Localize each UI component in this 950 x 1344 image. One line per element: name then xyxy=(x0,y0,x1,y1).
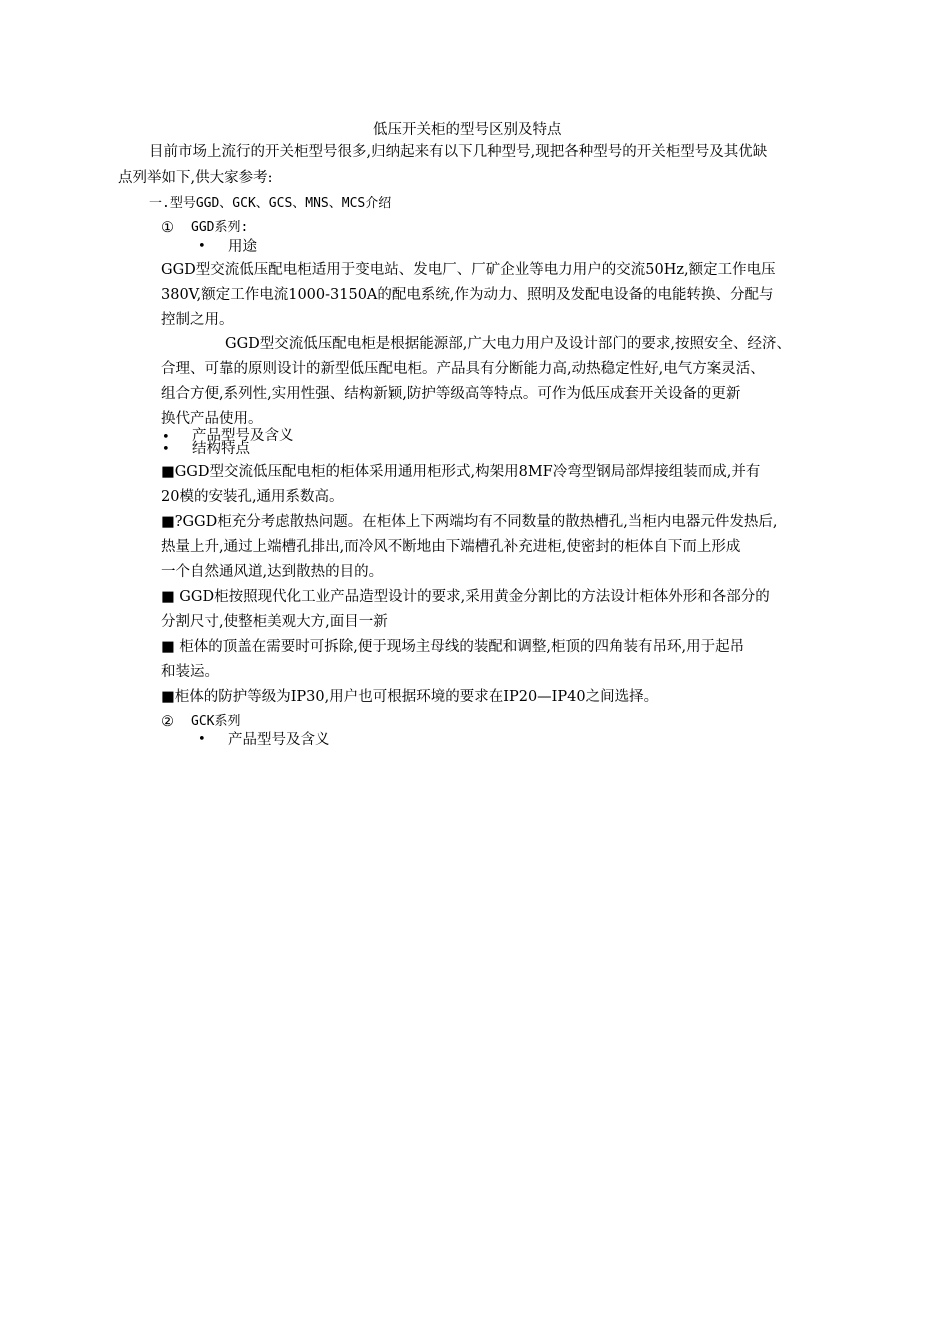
section-heading: 一.型号GGD、GCK、GCS、MNS、MCS介绍 xyxy=(149,196,392,211)
feature-1-line-2: 20模的安装孔,通用系数高。 xyxy=(161,489,344,505)
feature-1-line-1: ■GGD型交流低压配电柜的柜体采用通用柜形式,构架用8MF冷弯型钢局部焊接组装而成,并有 xyxy=(161,464,761,480)
document-title: 低压开关柜的型号区别及特点 xyxy=(373,122,562,138)
list-number-2: ② xyxy=(161,714,174,730)
bullet-structure: 结构特点 xyxy=(192,441,250,457)
bullet-icon: • xyxy=(162,442,170,457)
subsection-ggd: GGD系列: xyxy=(191,220,249,235)
feature-2-line-1: ■?GGD柜充分考虑散热问题。在柜体上下两端均有不同数量的散热槽孔,当柜内电器元件发热后, xyxy=(161,514,778,530)
feature-4-line-1: ■ 柜体的顶盖在需要时可拆除,便于现场主母线的装配和调整,柜顶的四角装有吊环,用于起吊 xyxy=(161,639,745,655)
bullet-usage: 用途 xyxy=(228,239,257,255)
intro-line-2: 点列举如下,供大家参考: xyxy=(118,170,273,186)
feature-2-line-3: 一个自然通风道,达到散热的目的。 xyxy=(161,564,384,580)
feature-4-line-2: 和装运。 xyxy=(161,664,219,680)
paragraph-1-line-3: 控制之用。 xyxy=(161,312,234,328)
bullet-icon: • xyxy=(198,239,206,254)
paragraph-1-line-2: 380V,额定工作电流1000-3150A的配电系统,作为动力、照明及发配电设备的电能转换、分配与 xyxy=(161,287,774,303)
bullet-model-meaning: 产品型号及含义 xyxy=(192,428,294,444)
paragraph-2-line-3: 组合方便,系列性,实用性强、结构新颖,防护等级高等特点。可作为低压成套开关设备的更新 xyxy=(161,386,741,402)
bullet-icon: • xyxy=(198,732,206,747)
list-number-1: ① xyxy=(161,220,174,236)
feature-3-line-2: 分割尺寸,使整柜美观大方,面目一新 xyxy=(161,614,388,630)
feature-5-line-1: ■柜体的防护等级为IP30,用户也可根据环境的要求在IP20—IP40之间选择。 xyxy=(161,689,659,705)
paragraph-2-line-4: 换代产品使用。 xyxy=(161,411,263,427)
paragraph-2-line-1: GGD型交流低压配电柜是根据能源部,广大电力用户及设计部门的要求,按照安全、经济、 xyxy=(225,336,792,352)
bullet-gck-model-meaning: 产品型号及含义 xyxy=(228,732,330,748)
paragraph-1-line-1: GGD型交流低压配电柜适用于变电站、发电厂、厂矿企业等电力用户的交流50Hz,额定工作电压 xyxy=(161,262,776,278)
feature-2-line-2: 热量上升,通过上端槽孔排出,而冷风不断地由下端槽孔补充进柜,使密封的柜体自下而上形成 xyxy=(161,539,741,555)
paragraph-2-line-2: 合理、可靠的原则设计的新型低压配电柜。产品具有分断能力高,动热稳定性好,电气方案灵活、 xyxy=(161,361,765,377)
feature-3-line-1: ■ GGD柜按照现代化工业产品造型设计的要求,采用黄金分割比的方法设计柜体外形和各部分的 xyxy=(161,589,770,605)
subsection-gck: GCK系列 xyxy=(191,714,241,729)
intro-line-1: 目前市场上流行的开关柜型号很多,归纳起来有以下几种型号,现把各种型号的开关柜型号及其优缺 xyxy=(149,144,768,160)
bullet-icon: • xyxy=(162,430,170,445)
